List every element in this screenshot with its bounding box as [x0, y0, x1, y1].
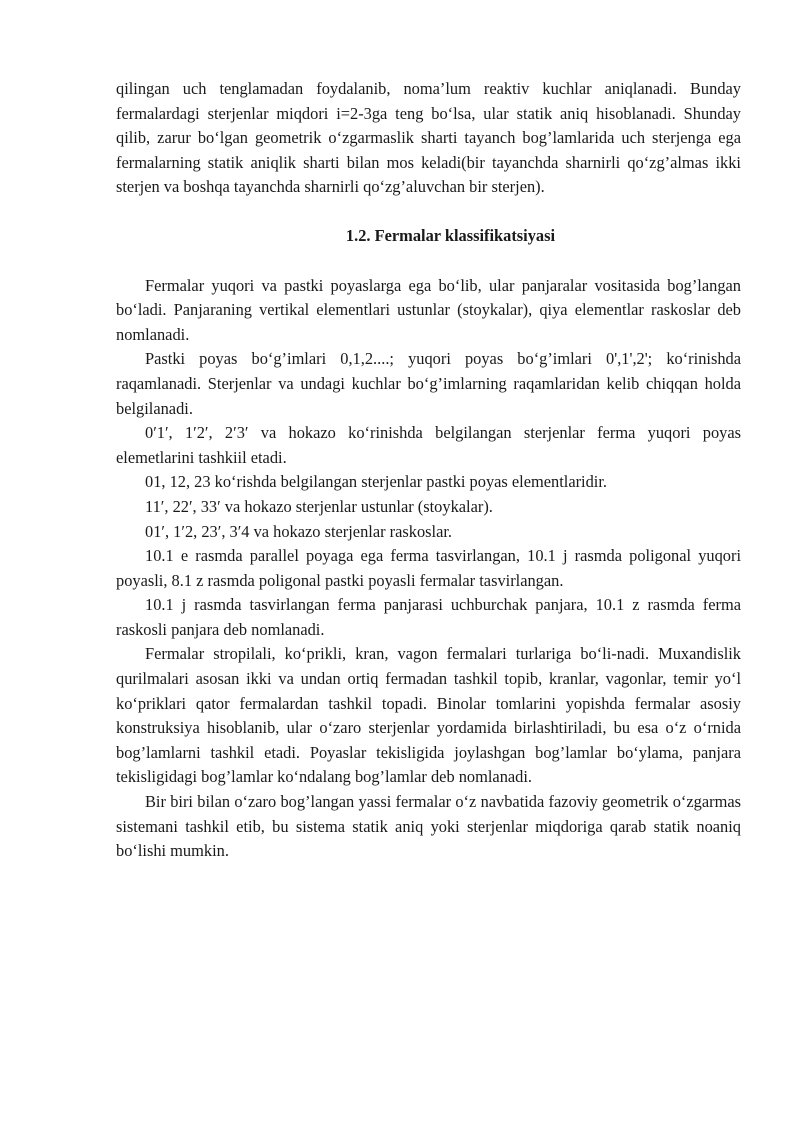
paragraph: 10.1 j rasmda tasvirlangan ferma panjarasi uchburchak panjara, 10.1 z rasmda ferma raskosli panjara deb nomlanadi. — [116, 595, 741, 639]
intro-paragraph: qilingan uch tenglamadan foydalanib, noma’lum reaktiv kuchlar aniqlanadi. Bunday fermalardagi sterjenlar miqdori i=2-3ga teng bo‘lsa, ular statik aniq hisoblanadi. Shunday qilib, zarur bo‘lgan geometrik o‘zgarmaslik sharti tayanch bog’lamlarida uch sterjenga ega fermalarning statik aniqlik sharti bilan mos keladi(bir tayanchda sharnirli qo‘zg’almas ikki sterjen va boshqa tayanchda sharnirli qo‘zg’aluvchan bir sterjen). — [116, 79, 741, 197]
section-heading: 1.2. Fermalar klassifikatsiyasi — [345, 225, 556, 245]
paragraph: 11′, 22′, 33′ va hokazo sterjenlar ustunlar (stoykalar). — [145, 496, 493, 516]
document-page — [116, 77, 741, 864]
paragraph: 0′1′, 1′2′, 2′3′ va hokazo ko‘rinishda belgilangan sterjenlar ferma yuqori poyas elemetlarini tashkiil etadi. — [116, 423, 741, 467]
paragraph: Bir biri bilan o‘zaro bog’langan yassi fermalar o‘z navbatida fazoviy geometrik o‘zgarmas sistemani tashkil etib, bu sistema statik aniq yoki sterjenlar miqdoriga qarab statik noaniq bo‘lishi mumkin. — [116, 792, 741, 861]
paragraph: Pastki poyas bo‘g’imlari 0,1,2....; yuqori poyas bo‘g’imlari 0',1',2'; ko‘rinishda raqamlanadi. Sterjenlar va undagi kuchlar bo‘g’imlarning raqamlaridan kelib chiqqan holda belgilanadi. — [116, 349, 741, 418]
paragraph: Fermalar stropilali, ko‘prikli, kran, vagon fermalari turlariga bo‘li-nadi. Muxandislik qurilmalari asosan ikki va undan ortiq fermadan tashkil topib, kranlar, vagonlar, temir yo‘l ko‘priklari qator fermalardan tashkil topadi. Binolar tomlarini yopishda fermalar asosiy konstruksiya hisoblanib, ular o‘zaro sterjenlar yordamida birlashtiriladi, bu esa o‘z o‘rnida bog’lamlarni tashkil etadi. Poyaslar tekisligida joylashgan bog’lamlar bo‘ylama, panjara tekisligidagi bog’lamlar ko‘ndalang bog’lamlar deb nomlanadi. — [116, 644, 741, 787]
paragraph: 10.1 e rasmda parallel poyaga ega ferma tasvirlangan, 10.1 j rasmda poligonal yuqori poyasli, 8.1 z rasmda poligonal pastki poyasli fermalar tasvirlangan. — [116, 546, 741, 590]
paragraph: 01, 12, 23 ko‘rishda belgilangan sterjenlar pastki poyas elementlaridir. — [145, 472, 608, 492]
paragraph: Fermalar yuqori va pastki poyaslarga ega bo‘lib, ular panjaralar vositasida bog’langan bo‘ladi. Panjaraning vertikal elementlari ustunlar (stoykalar), qiya elementlar raskoslar deb nomlanadi. — [116, 275, 741, 344]
paragraph: 01′, 1′2, 23′, 3′4 va hokazo sterjenlar raskoslar. — [145, 521, 453, 541]
